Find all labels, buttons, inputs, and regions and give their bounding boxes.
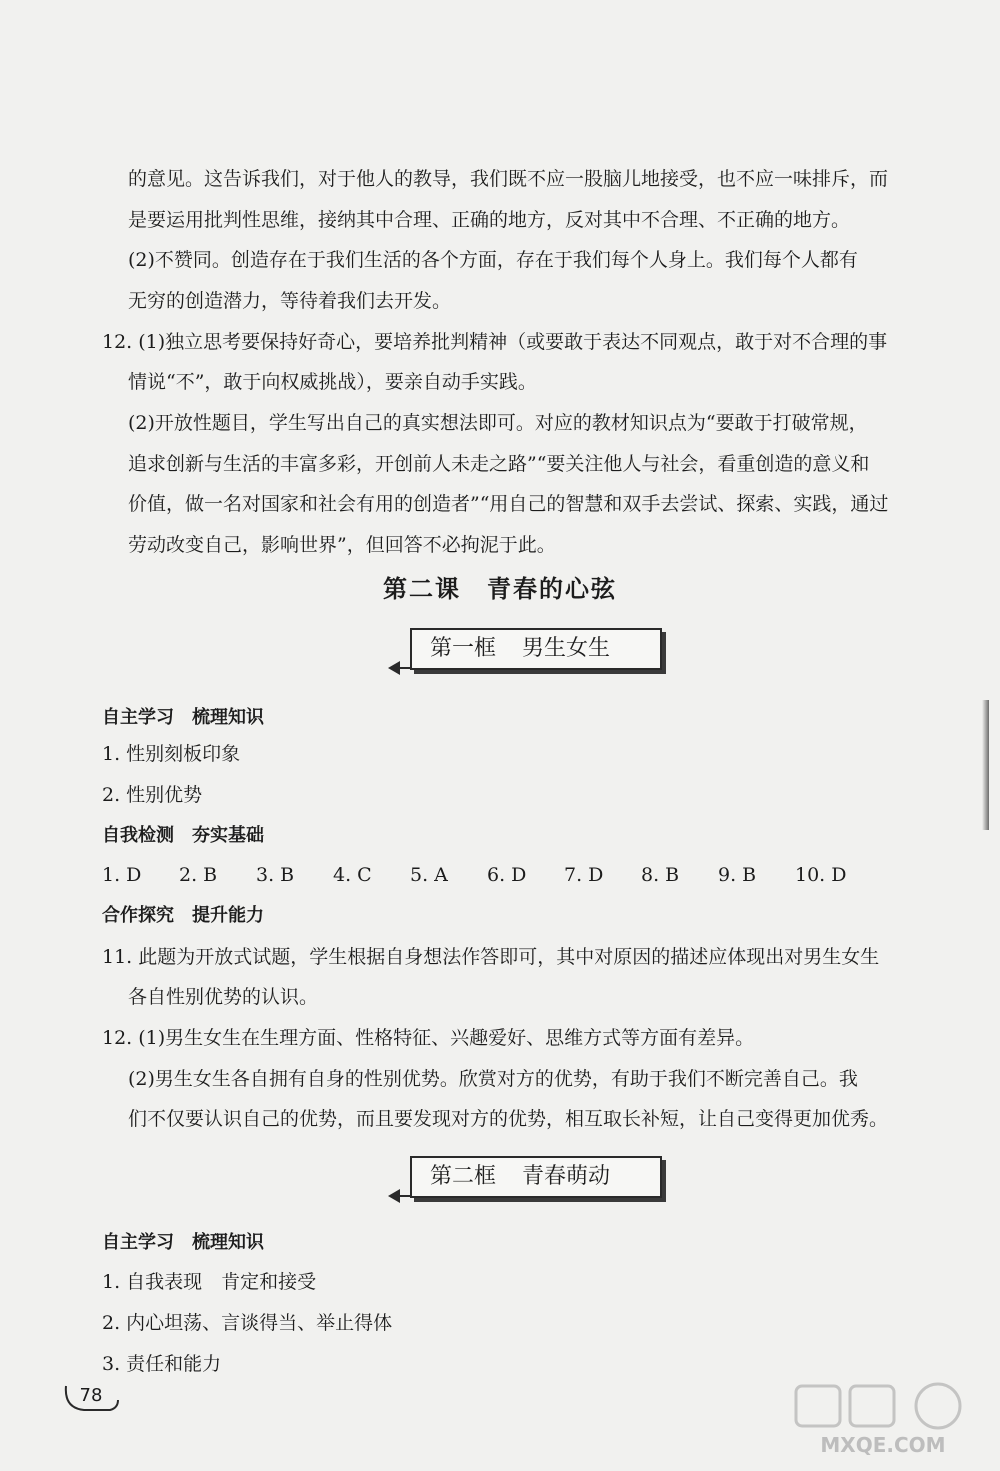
- text-line: 2. 内心坦荡、言谈得当、举止得体: [102, 1312, 393, 1334]
- text-line: 12. (1)独立思考要保持好奇心，要培养批判精神（或要敢于表达不同观点，敢于对不合理的事: [102, 331, 888, 353]
- section-heading: 合作探究 提升能力: [102, 905, 264, 926]
- answer-item: 2. B: [179, 864, 218, 886]
- frame-label: 第一框: [430, 636, 497, 661]
- frame-label: 第二框: [430, 1164, 497, 1189]
- text-line: 价值，做一名对国家和社会有用的创造者”“用自己的智慧和双手去尝试、探索、实践，通过: [128, 493, 889, 515]
- answer-item: 3. B: [256, 864, 295, 886]
- watermark-logo-icon: [788, 1380, 978, 1460]
- frame-label: 青春萌动: [522, 1164, 611, 1189]
- text-line: (2)男生女生各自拥有自身的性别优势。欣赏对方的优势，有助于我们不断完善自己。我: [128, 1068, 858, 1090]
- text-line: 追求创新与生活的丰富多彩，开创前人未走之路”“要关注他人与社会，看重创造的意义和: [128, 453, 870, 475]
- text-line: (2)开放性题目，学生写出自己的真实想法即可。对应的教材知识点为“要敢于打破常规，: [128, 412, 868, 434]
- text-line: 11. 此题为开放式试题，学生根据自身想法作答即可，其中对原因的描述应体现出对男生女生: [102, 946, 880, 968]
- text-line: 无穷的创造潜力，等待着我们去开发。: [128, 290, 452, 312]
- answer-item: 5. A: [410, 864, 448, 886]
- frame-arrow-icon: [388, 1189, 400, 1203]
- text-line: 是要运用批判性思维，接纳其中合理、正确的地方，反对其中不合理、不正确的地方。: [128, 209, 851, 231]
- answer-row: [102, 861, 872, 889]
- watermark-text: MXQE.COM: [820, 1433, 946, 1457]
- text-line: 劳动改变自己，影响世界”，但回答不必拘泥于此。: [128, 534, 556, 556]
- page-number: [62, 1378, 120, 1414]
- answer-item: 6. D: [487, 864, 527, 886]
- frame-arrow-icon: [388, 661, 400, 675]
- lesson-title: 第二课 青春的心弦: [383, 575, 617, 603]
- text-line: 3. 责任和能力: [102, 1353, 222, 1375]
- section-heading: 自主学习 梳理知识: [102, 707, 264, 728]
- text-line: 12. (1)男生女生在生理方面、性格特征、兴趣爱好、思维方式等方面有差异。: [102, 1027, 755, 1049]
- text-line: 情说“不”，敢于向权威挑战），要亲自动手实践。: [128, 371, 537, 393]
- frame-label: 男生女生: [522, 636, 611, 661]
- section-heading: 自主学习 梳理知识: [102, 1232, 264, 1253]
- text-line: 1. 自我表现 肯定和接受: [102, 1271, 317, 1293]
- section-frame-1: [410, 628, 662, 670]
- scan-edge-shadow: [982, 700, 989, 830]
- text-line: 1. 性别刻板印象: [102, 743, 241, 765]
- answer-item: 4. C: [333, 864, 372, 886]
- answer-item: 7. D: [564, 864, 604, 886]
- text-line: 2. 性别优势: [102, 784, 203, 806]
- answer-item: 10. D: [795, 864, 847, 886]
- section-frame-2: [410, 1156, 662, 1198]
- text-line: (2)不赞同。创造存在于我们生活的各个方面，存在于我们每个人身上。我们每个人都有: [128, 249, 858, 271]
- answer-item: 1. D: [102, 864, 142, 886]
- text-line: 的意见。这告诉我们，对于他人的教导，我们既不应一股脑儿地接受，也不应一味排斥，而: [128, 168, 889, 190]
- text-line: 们不仅要认识自己的优势，而且要发现对方的优势，相互取长补短，让自己变得更加优秀。: [128, 1108, 889, 1130]
- text-line: 各自性别优势的认识。: [128, 986, 319, 1008]
- answer-item: 8. B: [641, 864, 680, 886]
- section-heading: 自我检测 夯实基础: [102, 825, 264, 846]
- page-number-text: 78: [79, 1385, 103, 1406]
- answer-item: 9. B: [718, 864, 757, 886]
